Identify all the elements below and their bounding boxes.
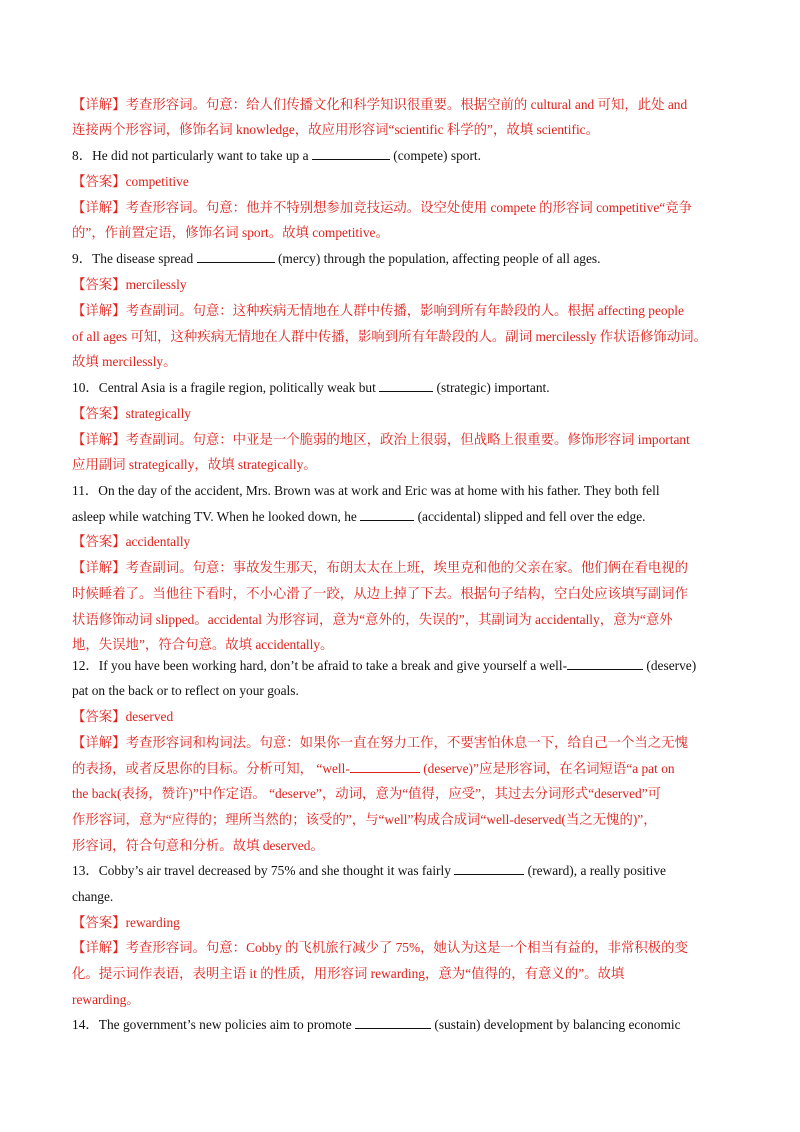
q8-answer: 【答案】competitive	[72, 174, 189, 189]
answer-label: 【答案】	[72, 534, 126, 549]
q8-detail-line-2: 的”，作前置定语，修饰名词 sport。故填 competitive。	[72, 225, 389, 240]
q13-stem-line-1: 13．Cobby’s air travel decreased by 75% and she thought it was fairly (reward), a really positive	[72, 863, 666, 878]
answer-label: 【答案】	[72, 277, 126, 292]
q11-stem-line-2: asleep while watching TV. When he looked down, he (accidental) slipped and fell over the edge.	[72, 509, 646, 524]
q8-stem: 8．He did not particularly want to take up a (compete) sport.	[72, 148, 481, 163]
detail-label: 【详解】	[72, 97, 126, 112]
q12-stem-line-1: 12．If you have been working hard, don’t be afraid to take a break and give yourself a well- (deserve)	[72, 658, 697, 673]
answer-blank	[350, 759, 420, 773]
q8-detail-line-1: 【详解】考查形容词。句意：他并不特别想参加竞技运动。设空处使用 compete 的形容词 competitive“竞争	[72, 200, 693, 215]
q10-detail-line-1: 【详解】考查副词。句意：中亚是一个脆弱的地区，政治上很弱，但战略上很重要。修饰形容词 important	[72, 432, 690, 447]
q11-detail-line-1: 【详解】考查副词。句意：事故发生那天，布朗太太在上班，埃里克和他的父亲在家。他们俩在看电视的	[72, 560, 688, 575]
answer-blank	[454, 861, 524, 875]
q9-stem: 9．The disease spread (mercy) through the population, affecting people of all ages.	[72, 251, 601, 266]
q9-answer: 【答案】mercilessly	[72, 277, 187, 292]
q12-detail-line-5: 形容词，符合句意和分析。故填 deserved。	[72, 838, 324, 853]
q12-detail-line-1: 【详解】考查形容词和构词法。句意：如果你一直在努力工作，不要害怕休息一下，给自己一个当之无愧	[72, 735, 688, 750]
q13-answer: 【答案】rewarding	[72, 915, 180, 930]
q10-answer: 【答案】strategically	[72, 406, 191, 421]
answer-blank	[567, 656, 643, 670]
q9-detail-line-1: 【详解】考查副词。句意：这种疾病无情地在人群中传播，影响到所有年龄段的人。根据 affecting people	[72, 303, 684, 318]
answer-blank	[379, 378, 433, 392]
answer-blank	[197, 249, 275, 263]
answer-blank	[312, 146, 390, 160]
detail-label: 【详解】	[72, 303, 126, 318]
answer-label: 【答案】	[72, 709, 126, 724]
q12-detail-line-3: the back(表扬，赞许)”中作定语。 “deserve”，动词，意为“值得，应受”，其过去分词形式“deserved”可	[72, 786, 662, 801]
q9-detail-line-2: of all ages 可知，这种疾病无情地在人群中传播，影响到所有年龄段的人。副词 mercilessly 作状语修饰动词。	[72, 329, 707, 344]
detail-label: 【详解】	[72, 200, 126, 215]
q13-detail-line-1: 【详解】考查形容词。句意：Cobby 的飞机旅行减少了 75%，她认为这是一个相当有益的，非常积极的变	[72, 940, 688, 955]
q10-stem: 10．Central Asia is a fragile region, politically weak but (strategic) important.	[72, 380, 550, 395]
answer-label: 【答案】	[72, 174, 126, 189]
q13-detail-line-3: rewarding。	[72, 992, 140, 1007]
q10-detail-line-2: 应用副词 strategically，故填 strategically。	[72, 457, 317, 472]
q11-detail-line-2: 时候睡着了。当他往下看时，不小心滑了一跤，从边上掉了下去。根据句子结构，空白处应该填写副词作	[72, 586, 688, 601]
q11-detail-line-3: 状语修饰动词 slipped。accidental 为形容词，意为“意外的，失误的”，其副词为 accidentally，意为“意外	[72, 612, 673, 627]
answer-label: 【答案】	[72, 406, 126, 421]
q13-detail-line-2: 化。提示词作表语，表明主语 it 的性质，用形容词 rewarding，意为“值得的，有意义的”。故填	[72, 966, 625, 981]
q11-detail-line-4: 地，失误地”，符合句意。故填 accidentally。	[72, 637, 334, 652]
answer-blank	[360, 507, 414, 521]
detail-label: 【详解】	[72, 432, 126, 447]
q13-stem-line-2: change.	[72, 889, 114, 904]
q11-answer: 【答案】accidentally	[72, 534, 191, 549]
answer-blank	[355, 1015, 431, 1029]
detail-label: 【详解】	[72, 940, 126, 955]
q7-detail-line-2: 连接两个形容词，修饰名词 knowledge，故应用形容词“scientific 科学的”，故填 scientific。	[72, 122, 599, 137]
q12-answer: 【答案】deserved	[72, 709, 174, 724]
q12-stem-line-2: pat on the back or to reflect on your goals.	[72, 683, 299, 698]
q11-stem-line-1: 11．On the day of the accident, Mrs. Brown was at work and Eric was at home with his father. They both fell	[72, 483, 660, 498]
answer-label: 【答案】	[72, 915, 126, 930]
q7-detail-line-1: 【详解】考查形容词。句意：给人们传播文化和科学知识很重要。根据空前的 cultural and 可知，此处 and	[72, 97, 688, 112]
q9-detail-line-3: 故填 mercilessly。	[72, 354, 177, 369]
q12-detail-line-2: 的表扬，或者反思你的目标。分析可知， “well- (deserve)”应是形容词，在名词短语“a pat on	[72, 761, 675, 776]
detail-label: 【详解】	[72, 735, 126, 750]
q12-detail-line-4: 作形容词，意为“应得的；理所当然的；该受的”，与“well”构成合成词“well-deserved(当之无愧的)”，	[72, 812, 657, 827]
detail-label: 【详解】	[72, 560, 126, 575]
q14-stem: 14．The government’s new policies aim to promote (sustain) development by balancing economic	[72, 1017, 681, 1032]
